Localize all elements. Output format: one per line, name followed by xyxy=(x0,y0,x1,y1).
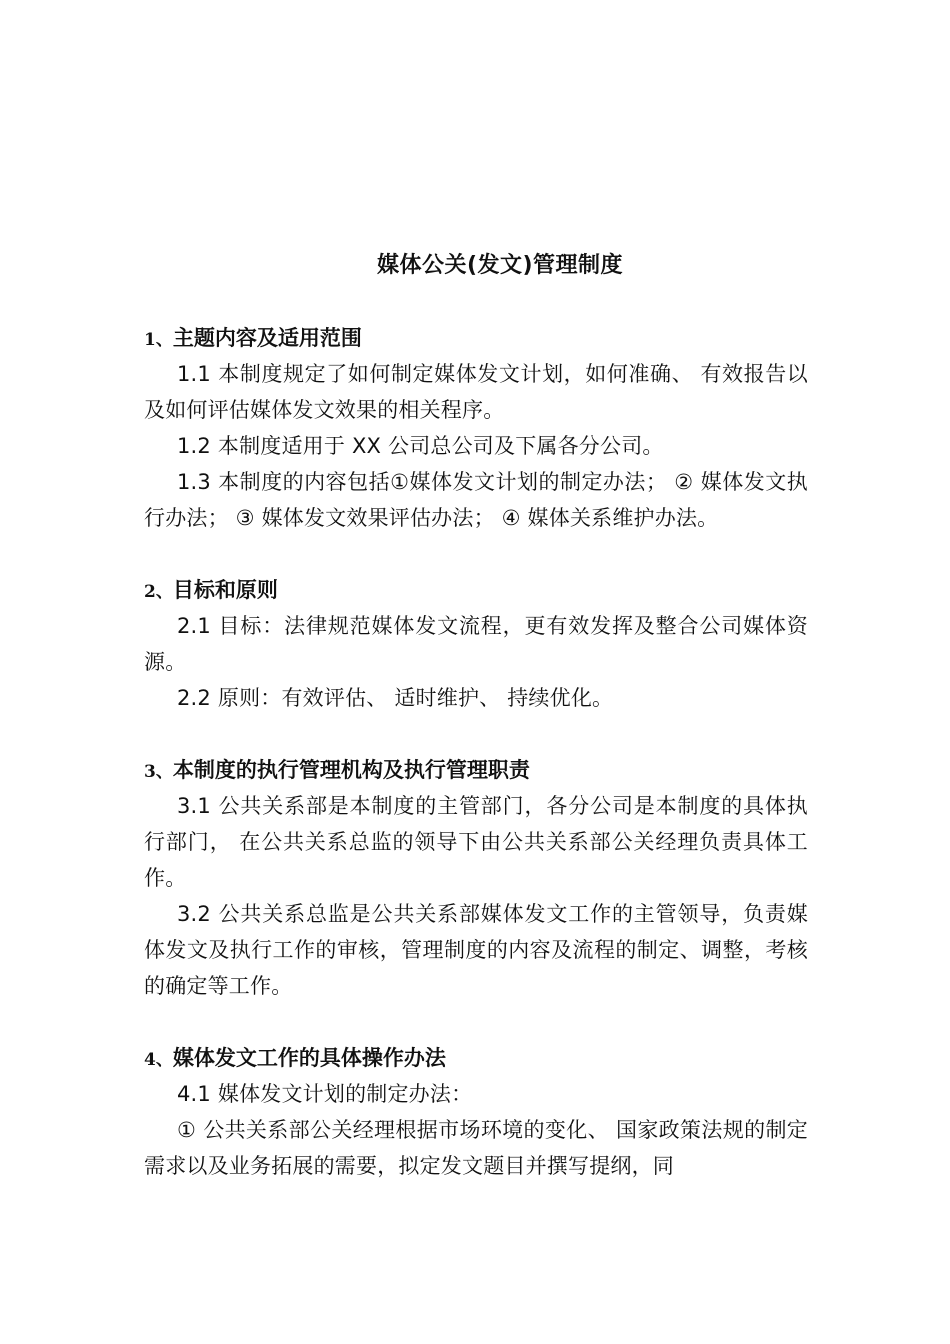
section-heading xyxy=(144,320,808,356)
section-heading-text: 目标和原则 xyxy=(172,578,278,602)
paragraph: 1.1 本制度规定了如何制定媒体发文计划，如何准确、 有效报告以及如何评估媒体发文效果的相关程序。 xyxy=(144,362,808,422)
section-2 xyxy=(144,572,808,716)
section-number: 3、 xyxy=(144,762,173,782)
document-title: 媒体公关(发文)管理制度 xyxy=(376,253,624,278)
section-heading xyxy=(144,752,808,788)
section-3 xyxy=(144,752,808,1004)
paragraph: 2.1 目标：法律规范媒体发文流程，更有效发挥及整合公司媒体资源。 xyxy=(144,614,808,674)
section-heading-text: 媒体发文工作的具体操作办法 xyxy=(172,1046,446,1070)
paragraph: 1.3 本制度的内容包括①媒体发文计划的制定办法； ② 媒体发文执行办法； ③ 媒体发文效果评估办法； ④ 媒体关系维护办法。 xyxy=(144,470,808,530)
paragraph: 3.2 公共关系总监是公共关系部媒体发文工作的主管领导，负责媒体发文及执行工作的审核，管理制度的内容及流程的制定、调整，考核的确定等工作。 xyxy=(144,902,808,998)
document-body xyxy=(144,320,808,1184)
section-number: 1、 xyxy=(144,330,173,350)
section-1 xyxy=(144,320,808,536)
section-number: 4、 xyxy=(144,1050,173,1070)
section-number: 2、 xyxy=(144,582,173,602)
paragraph: ① 公共关系部公关经理根据市场环境的变化、 国家政策法规的制定需求以及业务拓展的需要，拟定发文题目并撰写提纲，同 xyxy=(144,1118,808,1178)
section-heading xyxy=(144,1040,808,1076)
paragraph: 1.2 本制度适用于 XX 公司总公司及下属各分公司。 xyxy=(177,434,664,458)
paragraph: 2.2 原则：有效评估、 适时维护、 持续优化。 xyxy=(177,686,614,710)
paragraph: 3.1 公共关系部是本制度的主管部门，各分公司是本制度的具体执行部门， 在公共关系总监的领导下由公共关系部公关经理负责具体工作。 xyxy=(144,794,808,890)
paragraph: 4.1 媒体发文计划的制定办法： xyxy=(177,1082,473,1106)
section-heading-text: 主题内容及适用范围 xyxy=(172,326,362,350)
section-4 xyxy=(144,1040,808,1184)
section-heading xyxy=(144,572,808,608)
section-heading-text: 本制度的执行管理机构及执行管理职责 xyxy=(172,758,530,782)
